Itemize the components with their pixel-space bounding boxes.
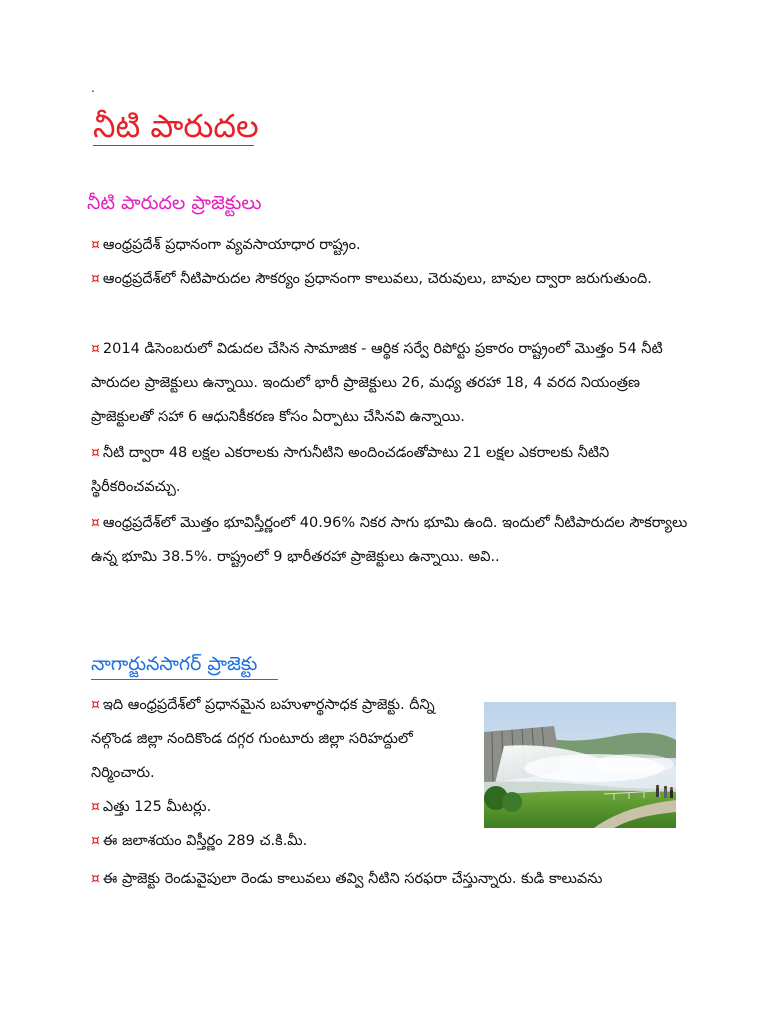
paragraph-text: ఆంధ్రప్రదేశ్ ప్రధానంగా వ్యవసాయాధార రాష్ట్రం.: [102, 237, 361, 253]
paragraph-text: ఈ జలాశయం విస్తీర్ణం 289 చ.కి.మీ.: [102, 833, 308, 849]
paragraph: [91, 790, 476, 824]
page-title: నీటి పారుదల: [93, 107, 259, 145]
paragraph-text: ఆంధ్రప్రదేశ్‌లో నీటిపారుదల సౌకర్యం ప్రధానంగా కాలువలు, చెరువులు, బావుల ద్వారా జరుగుతుంది.: [102, 271, 652, 287]
bullet-icon: ¤: [91, 271, 100, 287]
paragraph-text: ఈ ప్రాజెక్టు రెండువైపులా రెండు కాలువలు తవ్వి నీటిని సరఫరా చేస్తున్నారు. కుడి కాలువను: [102, 871, 603, 887]
paragraph: [91, 824, 476, 858]
paragraph-text: ఇది ఆంధ్రప్రదేశ్‌లో ప్రధానమైన బహుళార్థసాధక ప్రాజెక్టు. దీన్ని నల్గొండ జిల్లా నందికొండ దగ్గర గుంటూరు జిల్లా సరిహద్దులో నిర్మించారు.: [91, 697, 435, 781]
paragraph: [91, 262, 691, 296]
dam-photo: [484, 702, 676, 828]
bullet-icon: ¤: [91, 833, 100, 849]
paragraph-text: ఎత్తు 125 మీటర్లు.: [102, 799, 212, 815]
bullet-icon: ¤: [91, 445, 100, 461]
paragraph-text: ఆంధ్రప్రదేశ్‌లో మొత్తం భూవిస్తీర్ణంలో 40.96% నికర సాగు భూమి ఉంది. ఇందులో నీటిపారుదల సౌకర్యాలు ఉన్న భూమి 38.5%. రాష్ట్రంలో 9 భారీతరహా ప్రాజెక్టులు ఉన్నాయి. అవి..: [91, 515, 688, 565]
page-marker: .: [91, 81, 95, 95]
paragraph: [91, 436, 691, 504]
paragraph: [91, 228, 691, 262]
bullet-icon: ¤: [91, 237, 100, 253]
bullet-icon: ¤: [91, 515, 100, 531]
section-heading-underline: [91, 679, 278, 680]
section-heading-nagarjunasagar: నాగార్జునసాగర్ ప్రాజెక్టు: [91, 653, 258, 675]
bullet-icon: ¤: [91, 341, 100, 357]
paragraph: [91, 688, 476, 790]
paragraph-text: నీటి ద్వారా 48 లక్షల ఎకరాలకు సాగునీటిని అందించడంతోపాటు 21 లక్షల ఎకరాలకు నీటిని స్థిరీకరించవచ్చు.: [91, 445, 610, 495]
bullet-icon: ¤: [91, 799, 100, 815]
paragraph: [91, 506, 691, 574]
paragraph-text: 2014 డిసెంబరులో విడుదల చేసిన సామాజిక - ఆర్థిక సర్వే రిపోర్టు ప్రకారం రాష్ట్రంలో మొత్తం 54 నీటి పారుదల ప్రాజెక్టులు ఉన్నాయి. ఇందులో భారీ ప్రాజెక్టులు 26, మధ్య తరహా 18, 4 వరద నియంత్రణ ప్రాజెక్టులతో సహా 6 ఆధునికీకరణ కోసం ఏర్పాటు చేసినవి ఉన్నాయి.: [91, 341, 663, 425]
paragraph: [91, 862, 691, 896]
section-heading-irrigation-projects: నీటి పారుదల ప్రాజెక్టులు: [87, 192, 262, 214]
title-underline: [93, 145, 254, 146]
paragraph: [91, 332, 691, 434]
bullet-icon: ¤: [91, 697, 100, 713]
bullet-icon: ¤: [91, 871, 100, 887]
